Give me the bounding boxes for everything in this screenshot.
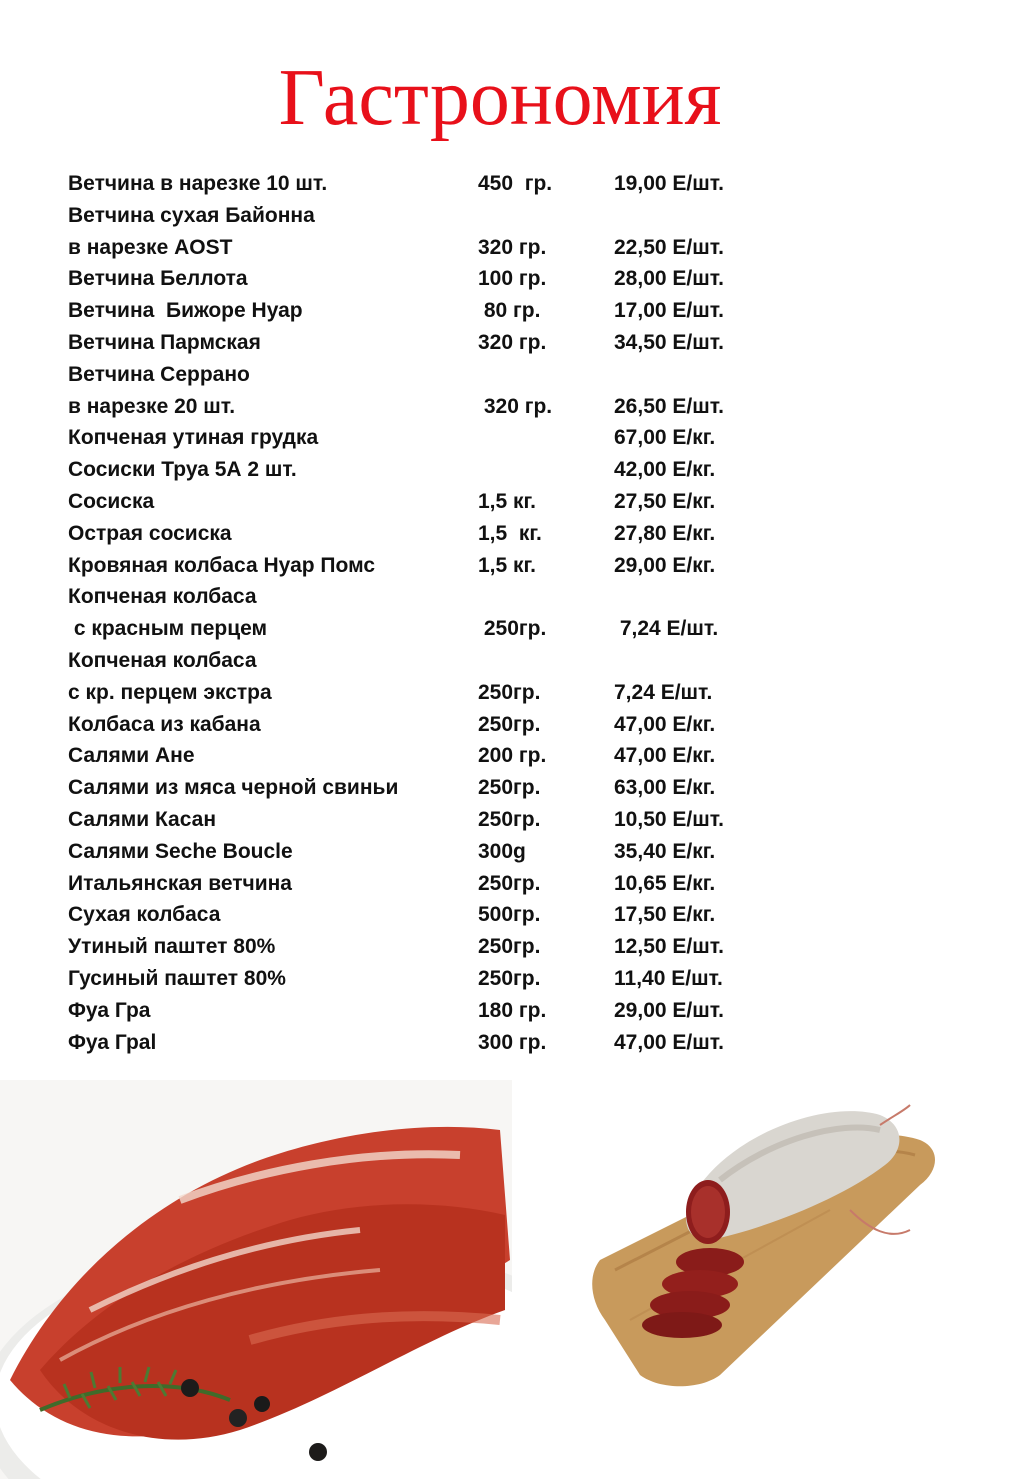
item-name: Сосиски Труа 5А 2 шт. <box>68 458 297 482</box>
list-item <box>68 391 828 423</box>
item-price: 63,00 Е/кг. <box>614 776 716 800</box>
item-price: 7,24 Е/шт. <box>614 680 713 704</box>
item-price: 34,50 Е/шт. <box>614 330 725 354</box>
item-price: 28,00 Е/шт. <box>614 267 725 291</box>
item-name: Салями из мяса черной свиньи <box>68 776 399 800</box>
item-name: Салями Ане <box>68 744 195 768</box>
list-item <box>68 963 828 995</box>
list-item <box>68 931 828 963</box>
item-price: 29,00 Е/кг. <box>614 553 716 577</box>
list-item <box>68 613 828 645</box>
item-price: 35,40 Е/кг. <box>614 839 716 863</box>
list-item <box>68 359 828 391</box>
item-price: 67,00 Е/кг. <box>614 426 716 450</box>
item-weight: 320 гр. <box>478 235 547 259</box>
item-name: Копченая колбаса <box>68 585 257 609</box>
item-weight: 250гр. <box>478 680 541 704</box>
item-price: 47,00 Е/кг. <box>614 744 716 768</box>
item-weight: 300 гр. <box>478 1030 547 1054</box>
item-price: 19,00 Е/шт. <box>614 172 725 195</box>
item-name: в нарезке 20 шт. <box>68 394 236 418</box>
list-item <box>68 1027 828 1059</box>
item-price: 29,00 Е/шт. <box>614 998 725 1022</box>
item-price: 10,50 Е/шт. <box>614 807 725 831</box>
item-weight: 320 гр. <box>478 394 553 418</box>
item-name: в нарезке AOST <box>68 235 233 259</box>
list-item <box>68 740 828 772</box>
list-item <box>68 518 828 550</box>
item-price: 47,00 Е/кг. <box>614 712 716 736</box>
item-name: Салями Seche Boucle <box>68 839 293 863</box>
item-name: Сухая колбаса <box>68 903 221 927</box>
item-price: 12,50 Е/шт. <box>614 935 725 959</box>
list-item <box>68 232 828 264</box>
item-price: 17,00 Е/шт. <box>614 299 725 323</box>
list-item <box>68 899 828 931</box>
item-name: Фуа Граl <box>68 1030 157 1054</box>
item-name: Фуа Гра <box>68 998 151 1022</box>
item-price: 10,65 Е/кг. <box>614 871 716 895</box>
item-weight: 80 гр. <box>478 299 541 323</box>
item-weight: 450 гр. <box>478 172 553 195</box>
list-item <box>68 709 828 741</box>
item-weight: 250гр. <box>478 966 541 990</box>
item-name: Колбаса из кабана <box>68 712 261 736</box>
list-item <box>68 168 828 200</box>
item-weight: 1,5 кг. <box>478 489 537 513</box>
item-weight: 250гр. <box>478 776 541 800</box>
item-name: Ветчина Пармская <box>68 330 261 354</box>
ham-plate-image <box>0 1080 512 1479</box>
item-name: Копченая утиная грудка <box>68 426 319 450</box>
list-item <box>68 804 828 836</box>
list-item <box>68 868 828 900</box>
item-name: Ветчина Беллота <box>68 267 248 291</box>
item-name: Ветчина в нарезке 10 шт. <box>68 172 328 195</box>
item-weight: 1,5 кг. <box>478 553 537 577</box>
item-name: Ветчина Бижоре Нуар <box>68 299 303 323</box>
item-name: с красным перцем <box>68 617 268 641</box>
item-price: 27,50 Е/кг. <box>614 489 716 513</box>
item-weight: 250гр. <box>478 617 547 641</box>
item-price: 26,50 Е/шт. <box>614 394 725 418</box>
item-price: 27,80 Е/кг. <box>614 521 716 545</box>
item-weight: 250гр. <box>478 807 541 831</box>
list-item <box>68 486 828 518</box>
item-name: Ветчина Серрано <box>68 362 250 386</box>
list-item <box>68 645 828 677</box>
price-list <box>68 168 828 1058</box>
list-item <box>68 677 828 709</box>
item-weight: 250гр. <box>478 935 541 959</box>
item-name: с кр. перцем экстра <box>68 680 272 704</box>
item-name: Итальянская ветчина <box>68 871 292 895</box>
item-weight: 300g <box>478 839 526 863</box>
item-name: Кровяная колбаса Нуар Помс <box>68 553 376 577</box>
list-item <box>68 263 828 295</box>
list-item <box>68 200 828 232</box>
list-item <box>68 836 828 868</box>
list-item <box>68 327 828 359</box>
item-name: Гусиный паштет 80% <box>68 966 286 990</box>
sausage-board-image <box>590 1090 940 1390</box>
list-item <box>68 454 828 486</box>
item-name: Салями Касан <box>68 807 217 831</box>
item-price: 11,40 Е/шт. <box>614 966 723 990</box>
list-item <box>68 295 828 327</box>
item-price: 22,50 Е/шт. <box>614 235 725 259</box>
list-item <box>68 995 828 1027</box>
item-price: 17,50 Е/кг. <box>614 903 716 927</box>
item-weight: 500гр. <box>478 903 541 927</box>
item-weight: 250гр. <box>478 712 541 736</box>
item-weight: 320 гр. <box>478 330 547 354</box>
item-price: 42,00 Е/кг. <box>614 458 716 482</box>
item-price: 47,00 Е/шт. <box>614 1030 725 1054</box>
page-title: Гастрономия <box>278 54 722 142</box>
item-price: 7,24 Е/шт. <box>614 617 719 641</box>
list-item <box>68 422 828 454</box>
item-name: Утиный паштет 80% <box>68 935 276 959</box>
list-item <box>68 581 828 613</box>
item-weight: 1,5 кг. <box>478 521 542 545</box>
item-weight: 180 гр. <box>478 998 547 1022</box>
item-weight: 100 гр. <box>478 267 547 291</box>
item-name: Ветчина сухая Байонна <box>68 203 315 227</box>
list-item <box>68 772 828 804</box>
list-item <box>68 550 828 582</box>
item-name: Сосиска <box>68 489 155 513</box>
item-weight: 250гр. <box>478 871 541 895</box>
item-weight: 200 гр. <box>478 744 547 768</box>
item-name: Острая сосиска <box>68 521 232 545</box>
item-name: Копченая колбаса <box>68 648 257 672</box>
